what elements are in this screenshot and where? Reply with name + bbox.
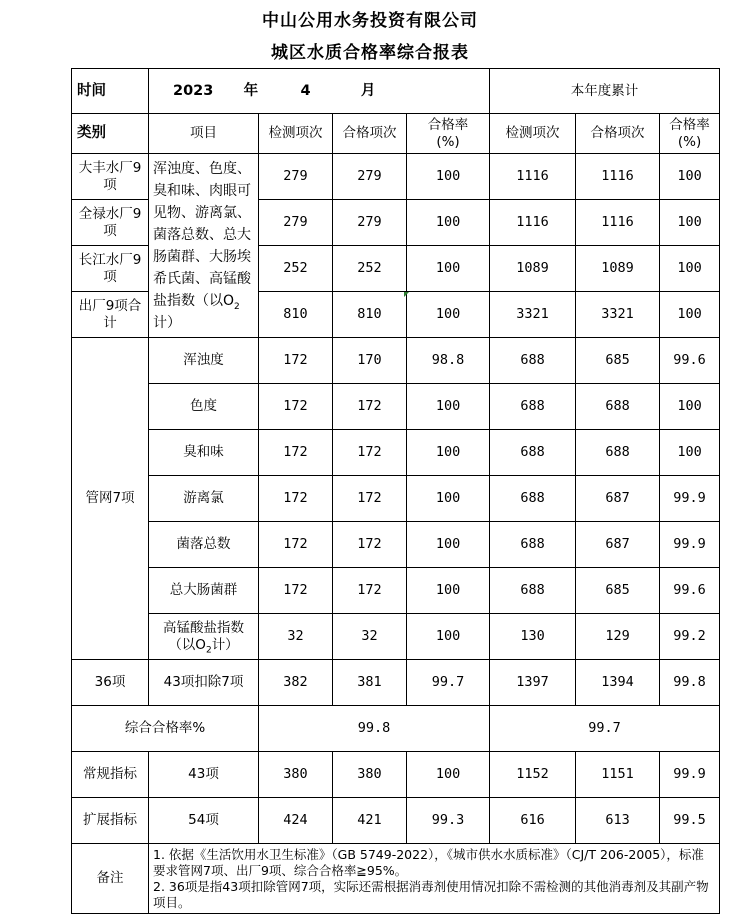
cell: 1116	[576, 200, 660, 246]
cell: 688	[490, 522, 576, 568]
plant-name: 大丰水厂9项	[72, 154, 149, 200]
cell: 172	[259, 430, 333, 476]
col-tests: 检测项次	[259, 114, 333, 154]
cell: 1116	[490, 154, 576, 200]
table-row	[72, 614, 720, 660]
cell: 687	[576, 476, 660, 522]
cell: 100	[660, 430, 720, 476]
col-item: 项目	[149, 114, 259, 154]
table-row	[72, 568, 720, 614]
network-item: 臭和味	[149, 430, 259, 476]
cell: 279	[333, 154, 407, 200]
cell: 99.8	[660, 660, 720, 706]
extended-item: 54项	[149, 798, 259, 844]
cell: 688	[490, 384, 576, 430]
network-item: 菌落总数	[149, 522, 259, 568]
row36-category: 36项	[72, 660, 149, 706]
cell: 100	[407, 752, 490, 798]
report-year: 2023	[173, 82, 214, 99]
table-row	[72, 660, 720, 706]
table-row	[72, 522, 720, 568]
cell: 688	[490, 476, 576, 522]
table-row	[72, 384, 720, 430]
cell: 616	[490, 798, 576, 844]
overall-annual-value: 99.7	[490, 706, 720, 752]
cell: 100	[660, 246, 720, 292]
report-title: 城区水质合格率综合报表	[271, 43, 469, 63]
col-passed-annual: 合格项次	[576, 114, 660, 154]
cell: 172	[259, 522, 333, 568]
table-row	[72, 844, 720, 914]
cell: 1116	[490, 200, 576, 246]
remark-line-1: 1. 依据《生活饮用水卫生标准》（GB 5749-2022），《城市供水水质标准》（CJ/T 206-2005），标准要求管网7项、出厂9项、综合合格率≧95%。	[153, 846, 704, 878]
cell: 252	[259, 246, 333, 292]
cell: 100	[407, 614, 490, 660]
cell: 421	[333, 798, 407, 844]
table-row	[72, 154, 720, 200]
cell: 172	[333, 476, 407, 522]
table-row	[72, 430, 720, 476]
plant-name: 出厂9项合计	[72, 292, 149, 338]
cell: 279	[333, 200, 407, 246]
cell: 100	[407, 522, 490, 568]
network-item: 游离氯	[149, 476, 259, 522]
cell: 100	[407, 292, 490, 338]
cell: 98.8	[407, 338, 490, 384]
plant-items: 浑浊度、色度、臭和味、肉眼可见物、游离氯、菌落总数、总大肠菌群、大肠埃希氏菌、高锰酸盐指数（以$O_2$计）	[149, 154, 259, 338]
row36-item: 43项扣除7项	[149, 660, 259, 706]
cell: 1152	[490, 752, 576, 798]
cell: 172	[259, 384, 333, 430]
cell: 100	[660, 200, 720, 246]
cell: 279	[259, 154, 333, 200]
plant-name: 长江水厂9项	[72, 246, 149, 292]
cell: 172	[333, 430, 407, 476]
cell: 100	[407, 154, 490, 200]
network-item: 色度	[149, 384, 259, 430]
cell: 99.6	[660, 338, 720, 384]
col-passed: 合格项次	[333, 114, 407, 154]
col-rate: 合格率(%)	[407, 114, 490, 154]
cell: 382	[259, 660, 333, 706]
cell: 688	[490, 338, 576, 384]
cell: 810	[259, 292, 333, 338]
col-rate-annual: 合格率(%)	[660, 114, 720, 154]
cell: 32	[259, 614, 333, 660]
cell: 172	[333, 568, 407, 614]
cell: 252	[333, 246, 407, 292]
cell: 100	[660, 384, 720, 430]
cell: 172	[333, 384, 407, 430]
cell: 1089	[576, 246, 660, 292]
cell: 100	[407, 568, 490, 614]
col-tests-annual: 检测项次	[490, 114, 576, 154]
cell: 172	[259, 338, 333, 384]
cell: 1394	[576, 660, 660, 706]
cell: 1116	[576, 154, 660, 200]
cell: 810	[333, 292, 407, 338]
cell: 685	[576, 568, 660, 614]
cell: 380	[333, 752, 407, 798]
cell: 1397	[490, 660, 576, 706]
cell: 100	[407, 430, 490, 476]
cell: 172	[259, 568, 333, 614]
cell: 99.2	[660, 614, 720, 660]
cell: 99.9	[660, 752, 720, 798]
cell: 100	[660, 154, 720, 200]
cell: 100	[407, 200, 490, 246]
annual-header: 本年度累计	[490, 69, 720, 114]
cell: 688	[576, 384, 660, 430]
remarks-label: 备注	[72, 844, 149, 914]
col-category: 类别	[72, 114, 149, 154]
cell: 99.9	[660, 522, 720, 568]
extended-category: 扩展指标	[72, 798, 149, 844]
cell: 688	[576, 430, 660, 476]
cell: 381	[333, 660, 407, 706]
cell: 32	[333, 614, 407, 660]
cell: 3321	[490, 292, 576, 338]
water-quality-table	[71, 68, 720, 914]
regular-item: 43项	[149, 752, 259, 798]
year-unit: 年	[243, 82, 259, 99]
report-date	[149, 69, 490, 114]
cell: 99.7	[407, 660, 490, 706]
cell-comment-marker	[404, 292, 409, 297]
table-row	[72, 798, 720, 844]
cell: 687	[576, 522, 660, 568]
cell: 685	[576, 338, 660, 384]
cell: 100	[660, 292, 720, 338]
cell: 3321	[576, 292, 660, 338]
cell: 424	[259, 798, 333, 844]
remark-line-2: 2. 36项是指43项扣除管网7项，实际还需根据消毒剂使用情况扣除不需检测的其他消毒剂及其副产物项目。	[153, 878, 709, 910]
plant-name: 全禄水厂9项	[72, 200, 149, 246]
report-month: 4	[300, 82, 311, 99]
table-row	[72, 752, 720, 798]
cell: 100	[407, 246, 490, 292]
table-row	[72, 476, 720, 522]
cell: 129	[576, 614, 660, 660]
header-row-time	[72, 69, 720, 114]
cell: 279	[259, 200, 333, 246]
cell: 688	[490, 430, 576, 476]
cell: 130	[490, 614, 576, 660]
cell: 99.9	[660, 476, 720, 522]
cell: 170	[333, 338, 407, 384]
cell: 613	[576, 798, 660, 844]
network-item: 浑浊度	[149, 338, 259, 384]
cell: 99.3	[407, 798, 490, 844]
remarks-text	[149, 844, 720, 914]
overall-month-value: 99.8	[259, 706, 490, 752]
time-label: 时间	[72, 69, 149, 114]
month-unit: 月	[360, 82, 376, 99]
cell: 688	[490, 568, 576, 614]
cell: 100	[407, 384, 490, 430]
table-row	[72, 706, 720, 752]
cell: 172	[259, 476, 333, 522]
cell: 99.6	[660, 568, 720, 614]
header-row-columns	[72, 114, 720, 154]
table-row	[72, 338, 720, 384]
regular-category: 常规指标	[72, 752, 149, 798]
cell: 1151	[576, 752, 660, 798]
cell: 380	[259, 752, 333, 798]
cell: 1089	[490, 246, 576, 292]
network-item: 总大肠菌群	[149, 568, 259, 614]
network-label: 管网7项	[72, 338, 149, 660]
cell: 172	[333, 522, 407, 568]
overall-label: 综合合格率%	[72, 706, 259, 752]
company-title: 中山公用水务投资有限公司	[262, 11, 478, 31]
cell: 99.5	[660, 798, 720, 844]
network-item: 高锰酸盐指数（以$O_2$计）	[149, 614, 259, 660]
cell: 100	[407, 476, 490, 522]
